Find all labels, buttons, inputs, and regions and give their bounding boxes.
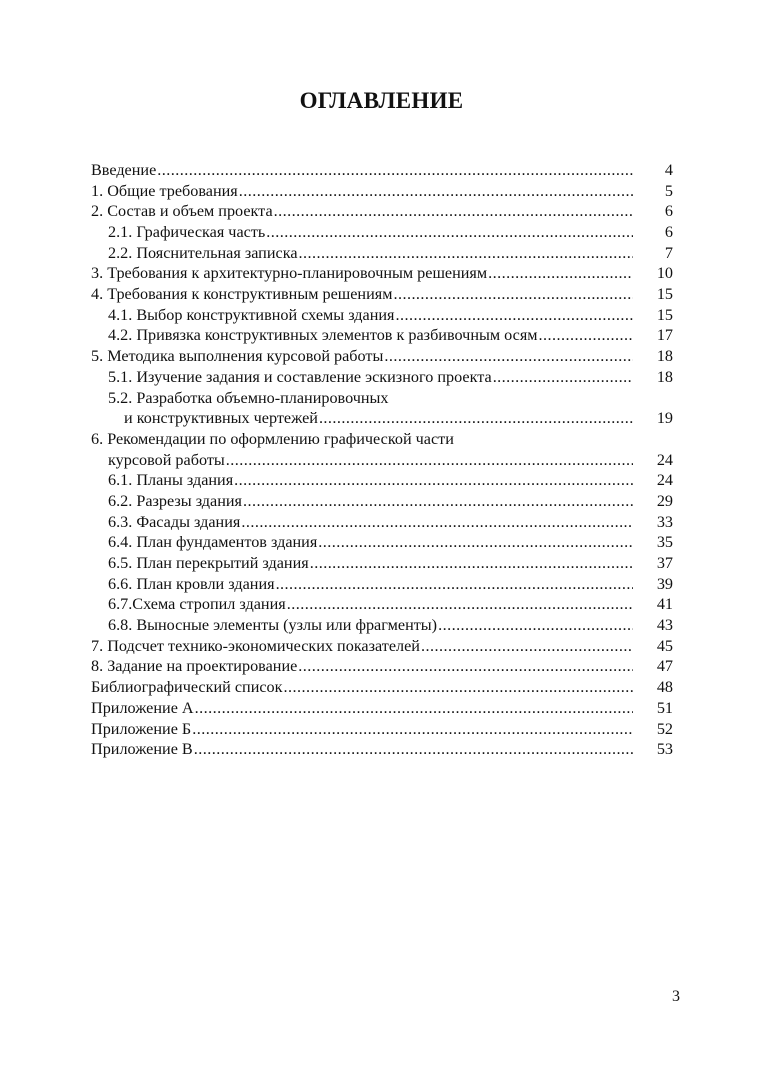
toc-entry[interactable] bbox=[91, 512, 673, 533]
toc-entry[interactable] bbox=[91, 594, 673, 615]
toc-entry-title: и конструктивных чертежей bbox=[124, 409, 318, 428]
toc-entry-page: 43 bbox=[656, 616, 673, 635]
toc-entry-title: 6.8. Выносные элементы (узлы или фрагменты) bbox=[108, 616, 438, 635]
toc-dot-leader bbox=[421, 636, 633, 657]
toc-entry[interactable] bbox=[91, 677, 673, 698]
toc-entry[interactable] bbox=[91, 532, 673, 553]
toc-entry[interactable] bbox=[91, 470, 673, 491]
toc-entry-page: 6 bbox=[664, 223, 673, 242]
toc-dot-leader bbox=[239, 181, 633, 202]
toc-entry[interactable] bbox=[91, 636, 673, 657]
toc-dot-leader bbox=[539, 326, 633, 347]
toc-dot-leader bbox=[319, 408, 633, 429]
toc-entry-page: 48 bbox=[656, 678, 673, 697]
toc-entry[interactable] bbox=[91, 698, 673, 719]
toc-entry-page: 15 bbox=[656, 285, 673, 304]
toc-entry[interactable] bbox=[91, 450, 673, 471]
toc-entry-title: 5.2. Разработка объемно-планировочных bbox=[108, 388, 389, 407]
toc-dot-leader bbox=[287, 594, 633, 615]
toc-dot-leader bbox=[157, 160, 633, 181]
toc-entry-title: 6.5. План перекрытий здания bbox=[108, 554, 309, 573]
toc-entry-page: 4 bbox=[664, 160, 673, 179]
table-of-contents bbox=[91, 160, 673, 760]
toc-dot-leader bbox=[194, 739, 633, 760]
toc-entry-page: 24 bbox=[656, 471, 673, 490]
toc-entry-title: 1. Общие требования bbox=[91, 181, 238, 200]
toc-dot-leader bbox=[393, 284, 633, 305]
toc-dot-leader bbox=[310, 553, 633, 574]
toc-dot-leader bbox=[493, 367, 633, 388]
toc-entry-page: 7 bbox=[664, 243, 673, 262]
toc-dot-leader bbox=[192, 719, 633, 740]
toc-entry-title: 5. Методика выполнения курсовой работы bbox=[91, 347, 384, 366]
toc-entry[interactable] bbox=[91, 346, 673, 367]
toc-entry-page: 18 bbox=[656, 367, 673, 386]
toc-entry-page: 17 bbox=[656, 326, 673, 345]
toc-entry-page: 24 bbox=[656, 450, 673, 469]
toc-entry-title: Приложение Б bbox=[91, 719, 192, 738]
toc-entry-page: 52 bbox=[656, 719, 673, 738]
toc-entry-title: 4.1. Выбор конструктивной схемы здания bbox=[108, 305, 395, 324]
toc-entry-page: 10 bbox=[656, 264, 673, 283]
toc-entry-title: 6.3. Фасады здания bbox=[108, 512, 241, 531]
toc-entry[interactable] bbox=[91, 719, 673, 740]
toc-entry[interactable] bbox=[91, 326, 673, 347]
toc-entry-title: 6.1. Планы здания bbox=[108, 471, 234, 490]
toc-entry-title: Введение bbox=[91, 160, 157, 179]
toc-dot-leader bbox=[396, 305, 633, 326]
toc-entry-title: 6.7.Схема стропил здания bbox=[108, 595, 286, 614]
toc-entry[interactable] bbox=[91, 367, 673, 388]
toc-entry-page: 29 bbox=[656, 491, 673, 510]
toc-entry-page: 47 bbox=[656, 657, 673, 676]
toc-dot-leader bbox=[488, 263, 633, 284]
toc-entry-page: 41 bbox=[656, 595, 673, 614]
toc-entry-title: 4. Требования к конструктивным решениям bbox=[91, 285, 393, 304]
toc-entry[interactable] bbox=[91, 263, 673, 284]
toc-entry-title: 2.1. Графическая часть bbox=[108, 223, 266, 242]
toc-dot-leader bbox=[276, 574, 633, 595]
page-title: ОГЛАВЛЕНИЕ bbox=[299, 88, 464, 113]
toc-entry[interactable] bbox=[91, 739, 673, 760]
toc-entry-title: 6. Рекомендации по оформлению графической части bbox=[91, 429, 454, 448]
toc-entry-page: 6 bbox=[664, 202, 673, 221]
toc-entry-page: 19 bbox=[656, 409, 673, 428]
toc-dot-leader bbox=[298, 657, 633, 678]
toc-entry-title: 7. Подсчет технико-экономических показателей bbox=[91, 636, 420, 655]
toc-entry-page: 51 bbox=[656, 698, 673, 717]
toc-dot-leader bbox=[318, 532, 633, 553]
toc-dot-leader bbox=[241, 512, 633, 533]
toc-entry-title: Приложение В bbox=[91, 740, 193, 759]
toc-entry-page: 45 bbox=[656, 636, 673, 655]
toc-entry[interactable] bbox=[91, 181, 673, 202]
toc-entry[interactable] bbox=[91, 201, 673, 222]
toc-entry[interactable] bbox=[91, 388, 673, 409]
toc-entry-page: 35 bbox=[656, 533, 673, 552]
toc-dot-leader bbox=[284, 677, 634, 698]
toc-entry-title: 8. Задание на проектирование bbox=[91, 657, 298, 676]
toc-entry[interactable] bbox=[91, 284, 673, 305]
toc-entry-title: 6.2. Разрезы здания bbox=[108, 491, 242, 510]
toc-entry[interactable] bbox=[91, 574, 673, 595]
toc-entry-page: 53 bbox=[656, 740, 673, 759]
toc-entry-page: 18 bbox=[656, 347, 673, 366]
toc-entry-page: 37 bbox=[656, 554, 673, 573]
toc-entry[interactable] bbox=[91, 429, 673, 450]
toc-entry-title: 4.2. Привязка конструктивных элементов к разбивочным осям bbox=[108, 326, 538, 345]
toc-entry-title: 6.4. План фундаментов здания bbox=[108, 533, 318, 552]
toc-dot-leader bbox=[384, 346, 633, 367]
toc-entry-title: 2. Состав и объем проекта bbox=[91, 202, 273, 221]
toc-dot-leader bbox=[226, 450, 633, 471]
toc-dot-leader bbox=[274, 201, 633, 222]
toc-entry-title: 2.2. Пояснительная записка bbox=[108, 243, 298, 262]
toc-entry-title: 6.6. План кровли здания bbox=[108, 574, 275, 593]
toc-entry[interactable] bbox=[91, 305, 673, 326]
toc-dot-leader bbox=[266, 222, 633, 243]
toc-entry-page: 15 bbox=[656, 305, 673, 324]
toc-entry-title: 3. Требования к архитектурно-планировочным решениям bbox=[91, 264, 488, 283]
toc-entry[interactable] bbox=[91, 408, 673, 429]
toc-entry-title: курсовой работы bbox=[108, 450, 225, 469]
toc-entry-page: 39 bbox=[656, 574, 673, 593]
toc-entry[interactable] bbox=[91, 491, 673, 512]
toc-entry[interactable] bbox=[91, 615, 673, 636]
toc-entry-title: 5.1. Изучение задания и составление эскизного проекта bbox=[108, 367, 492, 386]
toc-dot-leader bbox=[438, 615, 633, 636]
toc-dot-leader bbox=[195, 698, 633, 719]
toc-dot-leader bbox=[234, 470, 633, 491]
toc-entry[interactable] bbox=[91, 243, 673, 264]
toc-entry-page: 5 bbox=[664, 181, 673, 200]
toc-entry[interactable] bbox=[91, 553, 673, 574]
toc-entry-page: 33 bbox=[656, 512, 673, 531]
toc-dot-leader bbox=[243, 491, 633, 512]
toc-entry[interactable] bbox=[91, 222, 673, 243]
page-number: 3 bbox=[672, 988, 680, 1005]
toc-entry-title: Приложение А bbox=[91, 698, 194, 717]
toc-dot-leader bbox=[299, 243, 634, 264]
toc-entry[interactable] bbox=[91, 160, 673, 181]
toc-entry[interactable] bbox=[91, 657, 673, 678]
toc-entry-title: Библиографический список bbox=[91, 678, 283, 697]
